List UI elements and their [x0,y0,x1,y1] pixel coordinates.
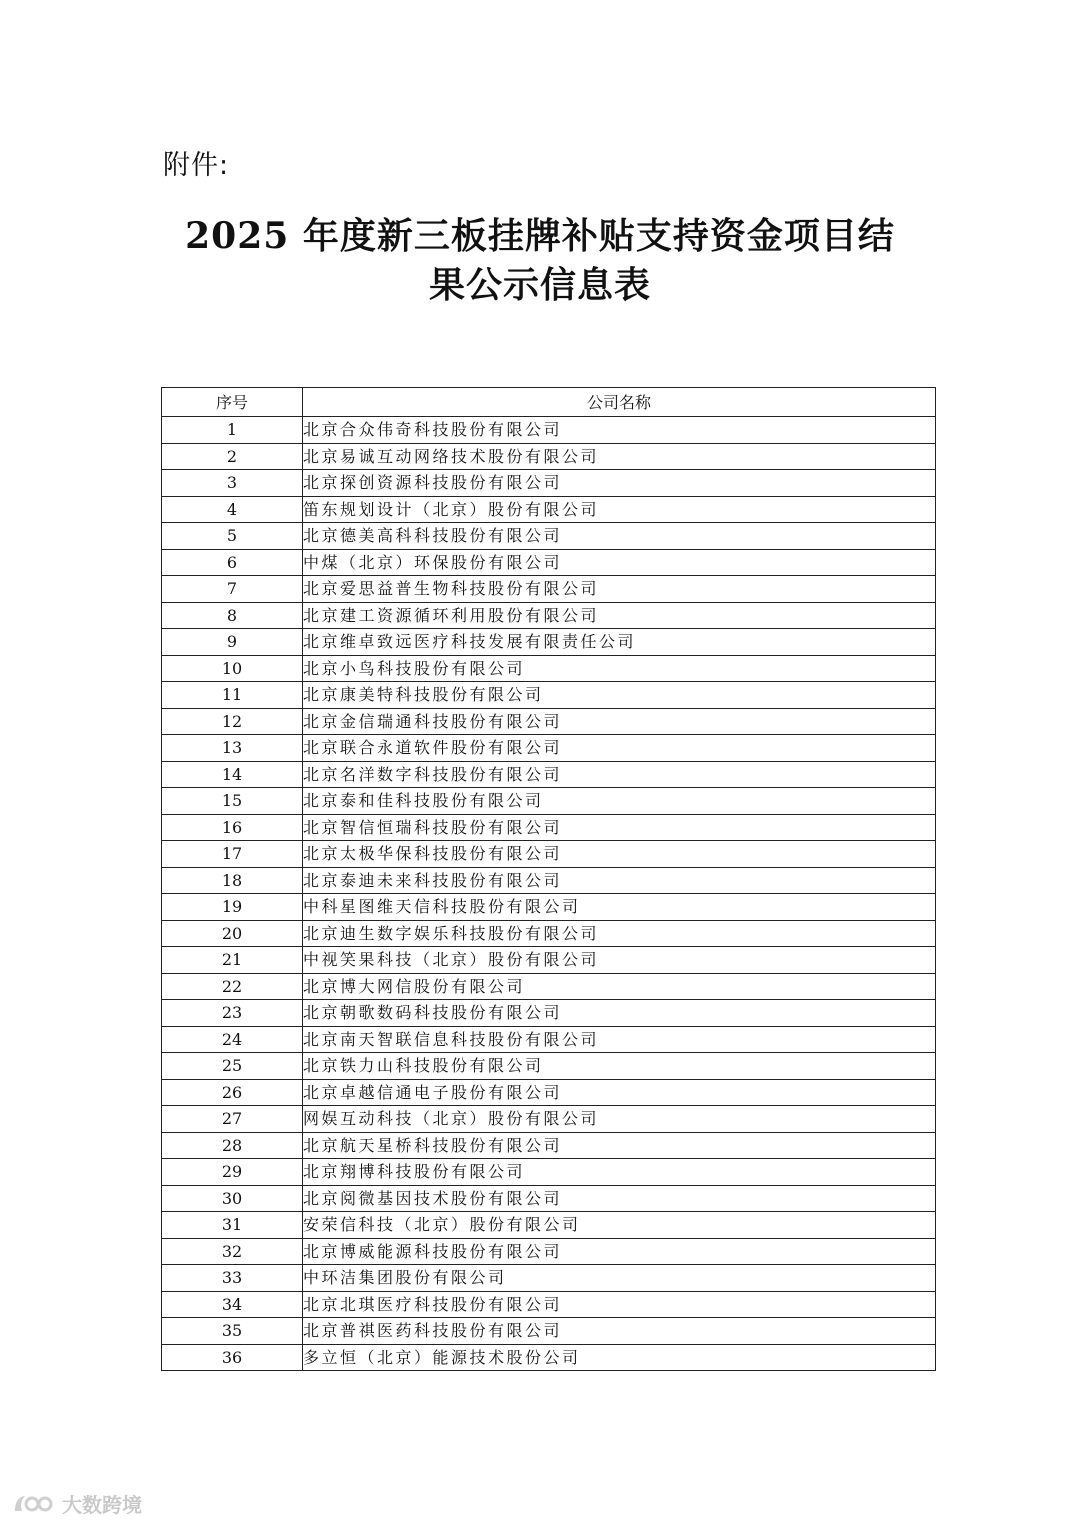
company-name: 北京泰迪未来科技股份有限公司 [303,867,936,894]
row-index: 35 [162,1318,303,1345]
attachment-label: 附件: [163,150,230,181]
row-index: 4 [162,496,303,523]
document-title [140,212,940,310]
table-row [162,1344,936,1371]
table-row [162,814,936,841]
table-header-row [162,388,936,417]
company-name: 中视笑果科技（北京）股份有限公司 [303,947,936,974]
table-row [162,947,936,974]
title-line-1: 2025 年度新三板挂牌补贴支持资金项目结 [185,215,895,257]
row-index: 34 [162,1291,303,1318]
row-index: 24 [162,1026,303,1053]
brand-logo-icon [12,1493,58,1515]
row-index: 11 [162,682,303,709]
company-name: 北京智信恒瑞科技股份有限公司 [303,814,936,841]
table-row [162,788,936,815]
row-index: 16 [162,814,303,841]
table-row [162,1318,936,1345]
row-index: 18 [162,867,303,894]
table-row [162,894,936,921]
company-name: 安荣信科技（北京）股份有限公司 [303,1212,936,1239]
company-name: 中煤（北京）环保股份有限公司 [303,549,936,576]
table-row [162,496,936,523]
table-row [162,735,936,762]
table-row [162,682,936,709]
row-index: 2 [162,443,303,470]
row-index: 14 [162,761,303,788]
company-name: 北京建工资源循环利用股份有限公司 [303,602,936,629]
company-name: 北京博大网信股份有限公司 [303,973,936,1000]
table-row [162,576,936,603]
company-name: 北京北琪医疗科技股份有限公司 [303,1291,936,1318]
table-row [162,841,936,868]
table-row [162,1132,936,1159]
company-name: 北京阅微基因技术股份有限公司 [303,1185,936,1212]
company-name: 北京航天星桥科技股份有限公司 [303,1132,936,1159]
column-header-company: 公司名称 [303,388,936,417]
table-row [162,470,936,497]
row-index: 25 [162,1053,303,1080]
table-row [162,523,936,550]
table-row [162,1026,936,1053]
table-row [162,1265,936,1292]
table-body [162,417,936,1371]
company-name: 北京名洋数字科技股份有限公司 [303,761,936,788]
row-index: 28 [162,1132,303,1159]
company-name: 北京泰和佳科技股份有限公司 [303,788,936,815]
row-index: 1 [162,417,303,444]
company-name: 北京康美特科技股份有限公司 [303,682,936,709]
row-index: 8 [162,602,303,629]
company-name: 北京太极华保科技股份有限公司 [303,841,936,868]
row-index: 27 [162,1106,303,1133]
row-index: 3 [162,470,303,497]
table-row [162,1053,936,1080]
company-name: 北京小鸟科技股份有限公司 [303,655,936,682]
table-row [162,867,936,894]
table-row [162,761,936,788]
table-row [162,1212,936,1239]
row-index: 23 [162,1000,303,1027]
company-name: 北京朝歌数码科技股份有限公司 [303,1000,936,1027]
row-index: 9 [162,629,303,656]
table-row [162,1291,936,1318]
company-name: 北京联合永道软件股份有限公司 [303,735,936,762]
company-name: 网娱互动科技（北京）股份有限公司 [303,1106,936,1133]
watermark-text: 大数跨境 [62,1493,142,1517]
company-name: 北京铁力山科技股份有限公司 [303,1053,936,1080]
table-row [162,1079,936,1106]
table-row [162,1159,936,1186]
row-index: 17 [162,841,303,868]
title-line-2: 果公示信息表 [428,264,651,306]
row-index: 7 [162,576,303,603]
table-row [162,602,936,629]
row-index: 5 [162,523,303,550]
company-name: 北京翔博科技股份有限公司 [303,1159,936,1186]
company-name: 北京金信瑞通科技股份有限公司 [303,708,936,735]
row-index: 31 [162,1212,303,1239]
company-name: 北京德美高科科技股份有限公司 [303,523,936,550]
company-name: 北京普祺医药科技股份有限公司 [303,1318,936,1345]
row-index: 12 [162,708,303,735]
company-name: 笛东规划设计（北京）股份有限公司 [303,496,936,523]
row-index: 6 [162,549,303,576]
column-header-index: 序号 [162,388,303,417]
row-index: 10 [162,655,303,682]
company-name: 北京博威能源科技股份有限公司 [303,1238,936,1265]
company-name: 多立恒（北京）能源技术股份公司 [303,1344,936,1371]
table-row [162,629,936,656]
row-index: 36 [162,1344,303,1371]
company-name: 北京探创资源科技股份有限公司 [303,470,936,497]
table-row [162,443,936,470]
company-name: 北京合众伟奇科技股份有限公司 [303,417,936,444]
company-name: 中科星图维天信科技股份有限公司 [303,894,936,921]
row-index: 19 [162,894,303,921]
table-row [162,1238,936,1265]
company-name: 中环洁集团股份有限公司 [303,1265,936,1292]
company-name: 北京维卓致远医疗科技发展有限责任公司 [303,629,936,656]
company-name: 北京易诚互动网络技术股份有限公司 [303,443,936,470]
table-row [162,655,936,682]
row-index: 22 [162,973,303,1000]
table-row [162,1106,936,1133]
row-index: 21 [162,947,303,974]
table-row [162,1185,936,1212]
row-index: 13 [162,735,303,762]
table-row [162,973,936,1000]
table-row [162,417,936,444]
row-index: 26 [162,1079,303,1106]
results-table [161,387,936,1371]
watermark [12,1489,142,1518]
row-index: 20 [162,920,303,947]
table-row [162,549,936,576]
table-row [162,1000,936,1027]
table-row [162,708,936,735]
company-name: 北京卓越信通电子股份有限公司 [303,1079,936,1106]
row-index: 30 [162,1185,303,1212]
table-row [162,920,936,947]
company-name: 北京迪生数字娱乐科技股份有限公司 [303,920,936,947]
row-index: 15 [162,788,303,815]
row-index: 29 [162,1159,303,1186]
row-index: 32 [162,1238,303,1265]
company-name: 北京南天智联信息科技股份有限公司 [303,1026,936,1053]
company-name: 北京爱思益普生物科技股份有限公司 [303,576,936,603]
row-index: 33 [162,1265,303,1292]
